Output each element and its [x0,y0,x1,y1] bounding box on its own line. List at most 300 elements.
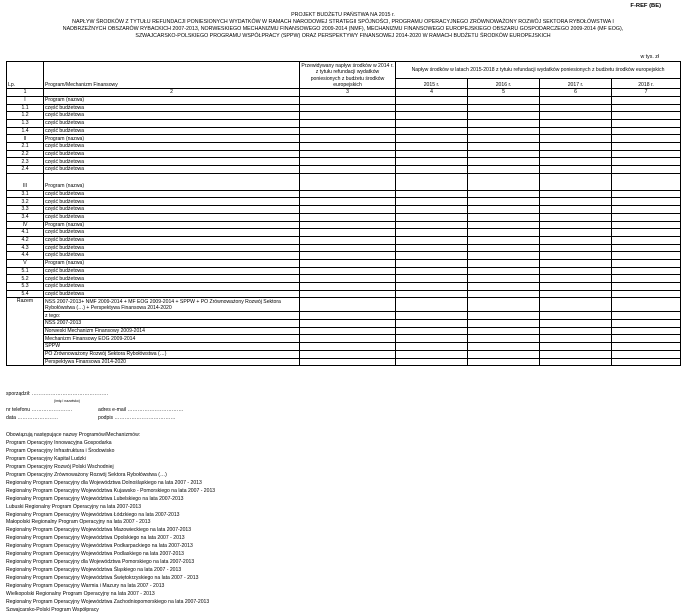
row-lp: 4.4 [7,252,44,260]
value-cell [396,143,468,151]
value-cell [612,221,681,229]
program-name: Regionalny Program Operacyjny Województwa Zachodniopomorskiego na lata 2007-2013 [6,599,210,606]
column-number: 5 [468,89,540,97]
row-label: część budżetowa [44,150,300,158]
value-cell [396,127,468,135]
value-cell [468,283,540,291]
table-row [7,127,681,135]
value-cell [300,135,396,143]
value-cell [396,96,468,104]
value-cell [612,173,681,190]
program-name: Regionalny Program Operacyjny dla Województwa Dolnośląskiego na lata 2007 - 2013 [6,479,202,486]
row-lp: I [7,96,44,104]
total-item-row [7,350,681,358]
value-cell [468,312,540,320]
value-cell [612,213,681,221]
value-cell [468,112,540,120]
row-label: Program (nazwa) [44,259,300,267]
value-cell [468,221,540,229]
table-row [7,275,681,283]
table-row [7,259,681,267]
value-cell [612,343,681,351]
name-caption: (imię i nazwisko) [54,399,80,403]
value-cell [540,96,612,104]
row-lp: 4.3 [7,244,44,252]
value-cell [540,158,612,166]
refund-table [6,61,681,366]
value-cell [396,290,468,298]
table-row [7,290,681,298]
row-label: część budżetowa [44,236,300,244]
table-row [7,198,681,206]
row-label: część budżetowa [44,112,300,120]
value-cell [540,127,612,135]
value-cell [396,221,468,229]
value-cell [612,244,681,252]
value-cell [540,150,612,158]
value-cell [612,143,681,151]
value-cell [540,198,612,206]
row-label: część budżetowa [44,244,300,252]
prepared-by: sporządził: ……………………………………… [6,391,109,397]
table-row [7,213,681,221]
value-cell [396,173,468,190]
program-name: Regionalny Program Operacyjny Województwa Mazowieckiego na lata 2007-2013 [6,527,192,534]
value-cell [468,104,540,112]
header-year: 2015 r. [396,79,468,89]
value-cell [396,150,468,158]
value-cell [396,327,468,335]
total-item-label: Norweski Mechanizm Finansowy 2009-2014 [44,327,300,335]
value-cell [540,173,612,190]
value-cell [540,221,612,229]
value-cell [612,236,681,244]
value-cell [612,190,681,198]
value-cell [300,275,396,283]
value-cell [612,275,681,283]
table-row [7,158,681,166]
value-cell [300,358,396,366]
value-cell [468,335,540,343]
value-cell [540,244,612,252]
row-lp: IV [7,221,44,229]
total-subheader-row [7,312,681,320]
header-lp: Lp. [7,62,44,89]
value-cell [612,104,681,112]
value-cell [468,127,540,135]
value-cell [468,259,540,267]
value-cell [396,236,468,244]
value-cell [300,298,396,312]
value-cell [540,283,612,291]
value-cell [540,104,612,112]
value-cell [612,335,681,343]
program-name: Szwajcarsko-Polski Program Współpracy [6,606,99,613]
row-label: Program (nazwa) [44,221,300,229]
table-row [7,135,681,143]
value-cell [468,298,540,312]
column-number: 7 [612,89,681,97]
value-cell [612,206,681,214]
program-name: Program Operacyjny Innowacyjna Gospodarka [6,439,112,446]
row-lp: 5.3 [7,283,44,291]
table-row [7,236,681,244]
value-cell [300,320,396,328]
value-cell [612,127,681,135]
table-row [7,283,681,291]
total-item-label: Mechanizm Finansowy EOG 2009-2014 [44,335,300,343]
table-row [7,112,681,120]
value-cell [540,267,612,275]
value-cell [300,221,396,229]
total-item-row [7,335,681,343]
value-cell [540,143,612,151]
row-lp: 5.1 [7,267,44,275]
value-cell [468,119,540,127]
value-cell [396,158,468,166]
value-cell [540,229,612,237]
row-label: część budżetowa [44,143,300,151]
table-row [7,150,681,158]
value-cell [396,320,468,328]
row-label: Program (nazwa) [44,135,300,143]
header-year: 2016 r. [468,79,540,89]
value-cell [540,350,612,358]
value-cell [468,358,540,366]
table-row [7,173,681,190]
value-cell [468,252,540,260]
value-cell [300,173,396,190]
heading-line: SZWAJCARSKO-POLSKIEGO PROGRAMU WSPÓŁPRACY (SPPW) ORAZ PERSPEKTYWY FINANSOWEJ 2014-2020 W RAMACH BUDŻETU ŚRODKÓW EUROPEJSKICH [135,33,551,39]
table-row [7,206,681,214]
value-cell [612,150,681,158]
total-item-label: SPPW [44,343,300,351]
value-cell [612,119,681,127]
table-row [7,96,681,104]
row-label: część budżetowa [44,290,300,298]
program-name: Program Operacyjny Rozwój Polski Wschodniej [6,463,114,470]
total-item-row [7,320,681,328]
value-cell [612,350,681,358]
column-number: 4 [396,89,468,97]
value-cell [396,104,468,112]
value-cell [468,213,540,221]
value-cell [468,236,540,244]
value-cell [612,327,681,335]
value-cell [396,244,468,252]
value-cell [612,112,681,120]
value-cell [396,267,468,275]
value-cell [612,290,681,298]
value-cell [396,135,468,143]
value-cell [540,290,612,298]
value-cell [300,259,396,267]
row-label: część budżetowa [44,267,300,275]
document-heading [6,12,680,40]
table-row [7,252,681,260]
row-label: część budżetowa [44,190,300,198]
row-label: część budżetowa [44,158,300,166]
value-cell [468,327,540,335]
value-cell [468,267,540,275]
value-cell [396,166,468,174]
value-cell [468,275,540,283]
value-cell [612,320,681,328]
value-cell [396,229,468,237]
row-label: część budżetowa [44,119,300,127]
value-cell [540,358,612,366]
value-cell [468,143,540,151]
value-cell [300,198,396,206]
value-cell [468,350,540,358]
header-year: 2017 r. [540,79,612,89]
value-cell [468,320,540,328]
row-lp: III [7,173,44,190]
table-row [7,104,681,112]
heading-line: NAPŁYW ŚRODKÓW Z TYTUŁU REFUNDACJI PONIESIONYCH WYDATKÓW W RAMACH NARODOWEJ STRATEGII SPÓJNOŚCI, PROGRAMU OPERACYJNEGO ZRÓWNOWAŻONY ROZWÓJ SEKTORA RYBOŁÓWSTWA I [72,19,614,25]
total-item-row [7,327,681,335]
value-cell [300,213,396,221]
column-number: 1 [7,89,44,97]
value-cell [540,190,612,198]
programs-title: Obowiązują następujące nazwy Programów/Mechanizmów: [6,432,141,438]
value-cell [540,343,612,351]
value-cell [612,198,681,206]
value-cell [540,312,612,320]
row-lp: 3.4 [7,213,44,221]
program-name: Regionalny Program Operacyjny Województwa Kujawsko - Pomorskiego na lata 2007 - 2013 [6,487,216,494]
value-cell [540,275,612,283]
total-item-label: NSS 2007-2013 [44,320,300,328]
value-cell [540,135,612,143]
program-name: Regionalny Program Operacyjny Województwa Podlaskiego na lata 2007-2013 [6,551,185,558]
value-cell [540,236,612,244]
total-subheader: z tego: [44,312,300,320]
value-cell [300,112,396,120]
programs-list [6,432,215,615]
program-name: Program Operacyjny Kapitał Ludzki [6,455,86,462]
total-row [7,298,681,312]
program-name: Regionalny Program Operacyjny Województwa Łódzkiego na lata 2007-2013 [6,511,180,518]
row-label: część budżetowa [44,252,300,260]
value-cell [300,312,396,320]
value-cell [396,206,468,214]
value-cell [300,267,396,275]
value-cell [396,298,468,312]
row-lp: 5.2 [7,275,44,283]
row-label: część budżetowa [44,213,300,221]
value-cell [540,213,612,221]
row-lp: 5.4 [7,290,44,298]
value-cell [300,290,396,298]
table-row [7,267,681,275]
date-field: data …………………… [6,415,59,421]
row-label: część budżetowa [44,206,300,214]
value-cell [468,229,540,237]
row-lp: 1.3 [7,119,44,127]
value-cell [612,166,681,174]
value-cell [612,259,681,267]
row-lp: 4.1 [7,229,44,237]
row-lp: 2.3 [7,158,44,166]
value-cell [300,350,396,358]
program-name: Małopolski Regionalny Program Operacyjny na lata 2007 - 2013 [6,519,151,526]
value-cell [300,335,396,343]
value-cell [300,143,396,151]
row-lp: II [7,135,44,143]
value-cell [468,244,540,252]
value-cell [612,298,681,312]
header-2014: Przewidywany napływ środków w 2014 r. z tytułu refundacji wydatków poniesionych z budżetu środków europejskich [301,63,394,88]
row-lp: 2.1 [7,143,44,151]
signature-field: podpis ……………………………… [98,415,176,421]
value-cell [396,119,468,127]
row-lp: 3.2 [7,198,44,206]
value-cell [540,298,612,312]
value-cell [540,320,612,328]
value-cell [396,252,468,260]
value-cell [540,259,612,267]
program-name: Regionalny Program Operacyjny Województwa Lubelskiego na lata 2007-2013 [6,495,184,502]
value-cell [468,343,540,351]
value-cell [540,112,612,120]
row-label: część budżetowa [44,283,300,291]
value-cell [612,135,681,143]
value-cell [300,229,396,237]
value-cell [396,335,468,343]
row-lp: 2.2 [7,150,44,158]
value-cell [612,312,681,320]
value-cell [396,358,468,366]
row-lp: V [7,259,44,267]
value-cell [540,206,612,214]
program-name: Regionalny Program Operacyjny Warmia i Mazury na lata 2007 - 2013 [6,583,165,590]
value-cell [468,96,540,104]
program-name: Regionalny Program Operacyjny Województwa Świętokrzyskiego na lata 2007 - 2013 [6,575,199,582]
value-cell [612,358,681,366]
value-cell [300,96,396,104]
value-cell [300,119,396,127]
row-label: Program (nazwa) [44,96,300,104]
value-cell [300,206,396,214]
unit-label: w tys. zł [640,54,659,60]
value-cell [396,190,468,198]
value-cell [540,252,612,260]
value-cell [300,283,396,291]
total-label: Razem [7,298,44,366]
table-row [7,143,681,151]
value-cell [300,244,396,252]
value-cell [300,166,396,174]
header-future: Napływ środków w latach 2015-2018 z tytułu refundacji wydatków poniesionych z budżetu środków europejskich [396,62,681,79]
value-cell [300,190,396,198]
row-lp: 1.1 [7,104,44,112]
value-cell [300,104,396,112]
value-cell [300,127,396,135]
row-lp: 2.4 [7,166,44,174]
value-cell [540,166,612,174]
phone-field: nr telefonu …………………… [6,407,73,413]
header-program: Program/Mechanizm Finansowy [44,62,300,89]
email-field: adres e-mail …………………………… [98,407,184,413]
value-cell [612,252,681,260]
value-cell [468,290,540,298]
program-name: Regionalny Program Operacyjny Województwa Podkarpackiego na lata 2007-2013 [6,543,193,550]
value-cell [300,158,396,166]
value-cell [612,229,681,237]
table-row [7,119,681,127]
table-row [7,221,681,229]
value-cell [612,283,681,291]
value-cell [468,135,540,143]
header-year: 2018 r. [612,79,681,89]
value-cell [468,158,540,166]
total-item-label: Perspektywa Finansowa 2014-2020 [44,358,300,366]
row-lp: 3.3 [7,206,44,214]
row-label: część budżetowa [44,104,300,112]
table-row [7,244,681,252]
total-item-label: PO Zrównoważony Rozwój Sektora Rybołówstwa (…) [44,350,300,358]
row-lp: 3.1 [7,190,44,198]
value-cell [540,119,612,127]
value-cell [612,96,681,104]
program-name: Regionalny Program Operacyjny Województwa Śląskiego na lata 2007 - 2013 [6,567,182,574]
row-label: część budżetowa [44,198,300,206]
value-cell [300,327,396,335]
value-cell [396,283,468,291]
value-cell [468,173,540,190]
value-cell [300,252,396,260]
row-label: Program (nazwa) [44,173,300,190]
value-cell [396,112,468,120]
value-cell [468,166,540,174]
value-cell [468,190,540,198]
value-cell [396,213,468,221]
program-name: Wielkopolski Regionalny Program Operacyjny na lata 2007 - 2013 [6,591,155,598]
column-number: 2 [44,89,300,97]
total-item-row [7,358,681,366]
form-code: F-REF (BE) [630,3,661,9]
row-lp: 1.2 [7,112,44,120]
row-label: część budżetowa [44,229,300,237]
value-cell [540,335,612,343]
row-lp: 1.4 [7,127,44,135]
table-row [7,166,681,174]
value-cell [468,150,540,158]
heading-line: NADBRZEŻNYCH OBSZARÓW RYBACKICH 2007-2013, NORWESKIEGO MECHANIZMU FINANSOWEGO 2009-2014 (NMF), MECHANIZMU FINANSOWEGO EUROPEJSKIEGO OBSZARU GOSPODARCZEGO 2009-2014 (MF EOG), [62,26,624,32]
program-name: Regionalny Program Operacyjny Województwa Opolskiego na lata 2007 - 2013 [6,535,185,542]
row-label: część budżetowa [44,166,300,174]
value-cell [468,198,540,206]
program-name: Lubuski Regionalny Program Operacyjny na lata 2007-2013 [6,503,142,510]
program-name: Program Operacyjny Zrównoważony Rozwój Sektora Rybołówstwa (…) [6,471,167,478]
heading-line: PROJEKT BUDŻETU PAŃSTWA NA 2015 r. [291,12,395,18]
value-cell [396,275,468,283]
value-cell [396,312,468,320]
row-label: część budżetowa [44,275,300,283]
value-cell [540,327,612,335]
table-row [7,190,681,198]
value-cell [396,350,468,358]
value-cell [396,259,468,267]
row-lp: 4.2 [7,236,44,244]
row-label: część budżetowa [44,127,300,135]
value-cell [612,158,681,166]
value-cell [612,267,681,275]
value-cell [468,206,540,214]
column-number: 3 [300,89,396,97]
table-row [7,229,681,237]
